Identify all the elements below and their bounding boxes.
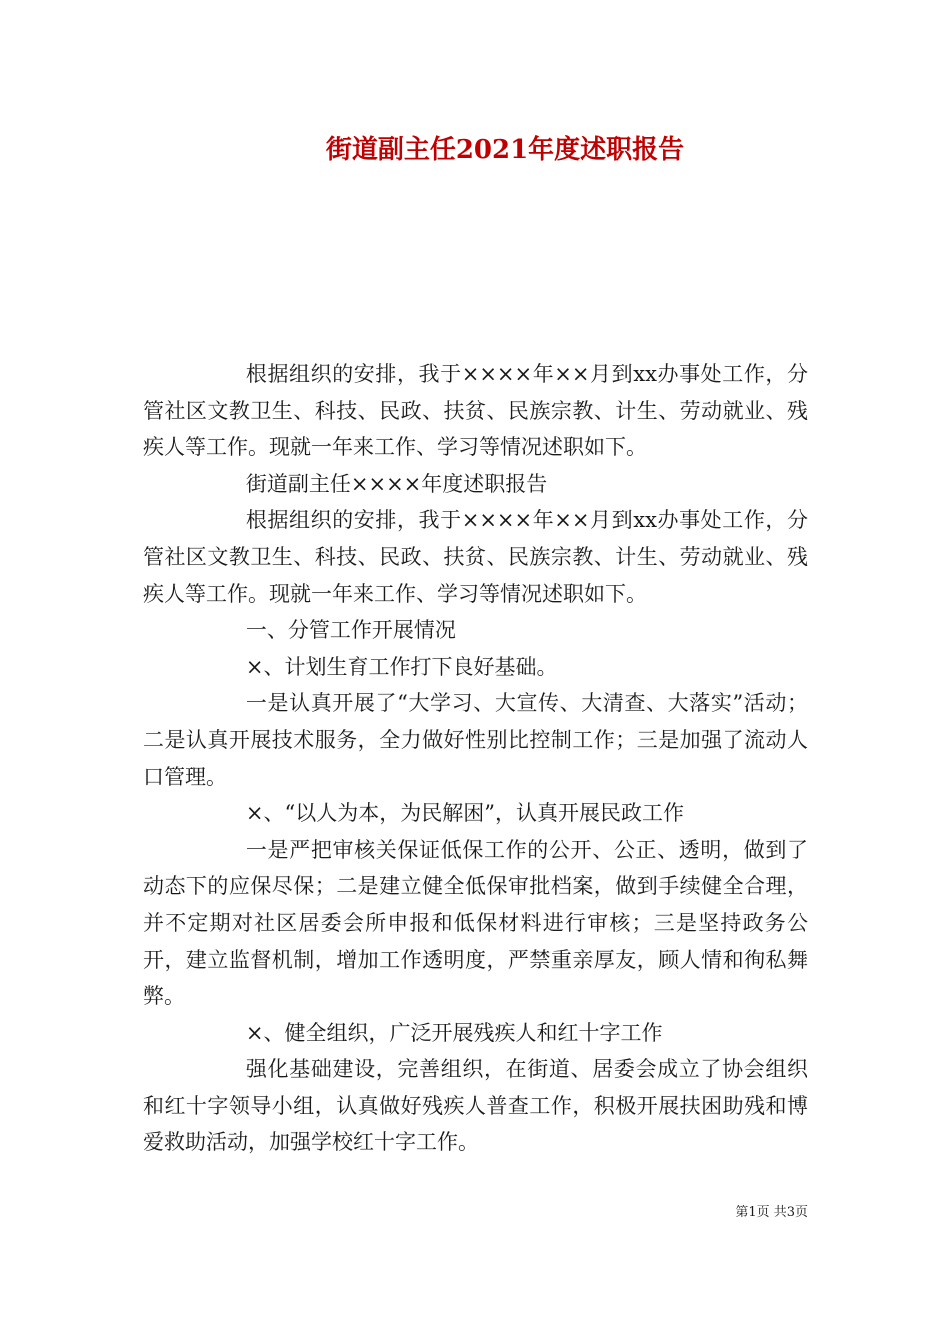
page-number-footer: 第1页 共3页 (735, 1205, 808, 1220)
subsection-heading-disabled-red-cross: ×、健全组织，广泛开展残疾人和红十字工作 (245, 1020, 663, 1045)
subsection-heading-civil-affairs: ×、“以人为本，为民解困”，认真开展民政工作 (245, 801, 684, 826)
document-body (143, 356, 808, 1161)
section-heading: 一、分管工作开展情况 (245, 618, 456, 643)
paragraph-intro: 根据组织的安排，我于××××年××月到xx办事处工作，分管社区文教卫生、科技、民政、扶贫、民族宗教、计生、劳动就业、残疾人等工作。现就一年来工作、学习等情况述职如下。 (143, 362, 808, 460)
paragraph-intro-repeat: 根据组织的安排，我于××××年××月到xx办事处工作，分管社区文教卫生、科技、民政、扶贫、民族宗教、计生、劳动就业、残疾人等工作。现就一年来工作、学习等情况述职如下。 (143, 508, 808, 606)
subsection-heading-family-planning: ×、计划生育工作打下良好基础。 (245, 654, 558, 679)
paragraph-subtitle: 街道副主任××××年度述职报告 (245, 471, 548, 496)
paragraph-family-planning: 一是认真开展了“大学习、大宣传、大清查、大落实”活动；二是认真开展技术服务，全力做好性别比控制工作；三是加强了流动人口管理。 (143, 691, 808, 789)
paragraph-civil-affairs: 一是严把审核关保证低保工作的公开、公正、透明，做到了动态下的应保尽保；二是建立健全低保审批档案，做到手续健全合理，并不定期对社区居委会所申报和低保材料进行审核；三是坚持政务公开，建立监督机制，增加工作透明度，严禁重亲厚友，顾人情和徇私舞弊。 (143, 837, 808, 1009)
paragraph-disabled-red-cross: 强化基础建设，完善组织，在街道、居委会成立了协会组织和红十字领导小组，认真做好残疾人普查工作，积极开展扶困助残和博爱救助活动，加强学校红十字工作。 (143, 1057, 808, 1155)
document-title: 街道副主任2021年度述职报告 (325, 135, 685, 165)
